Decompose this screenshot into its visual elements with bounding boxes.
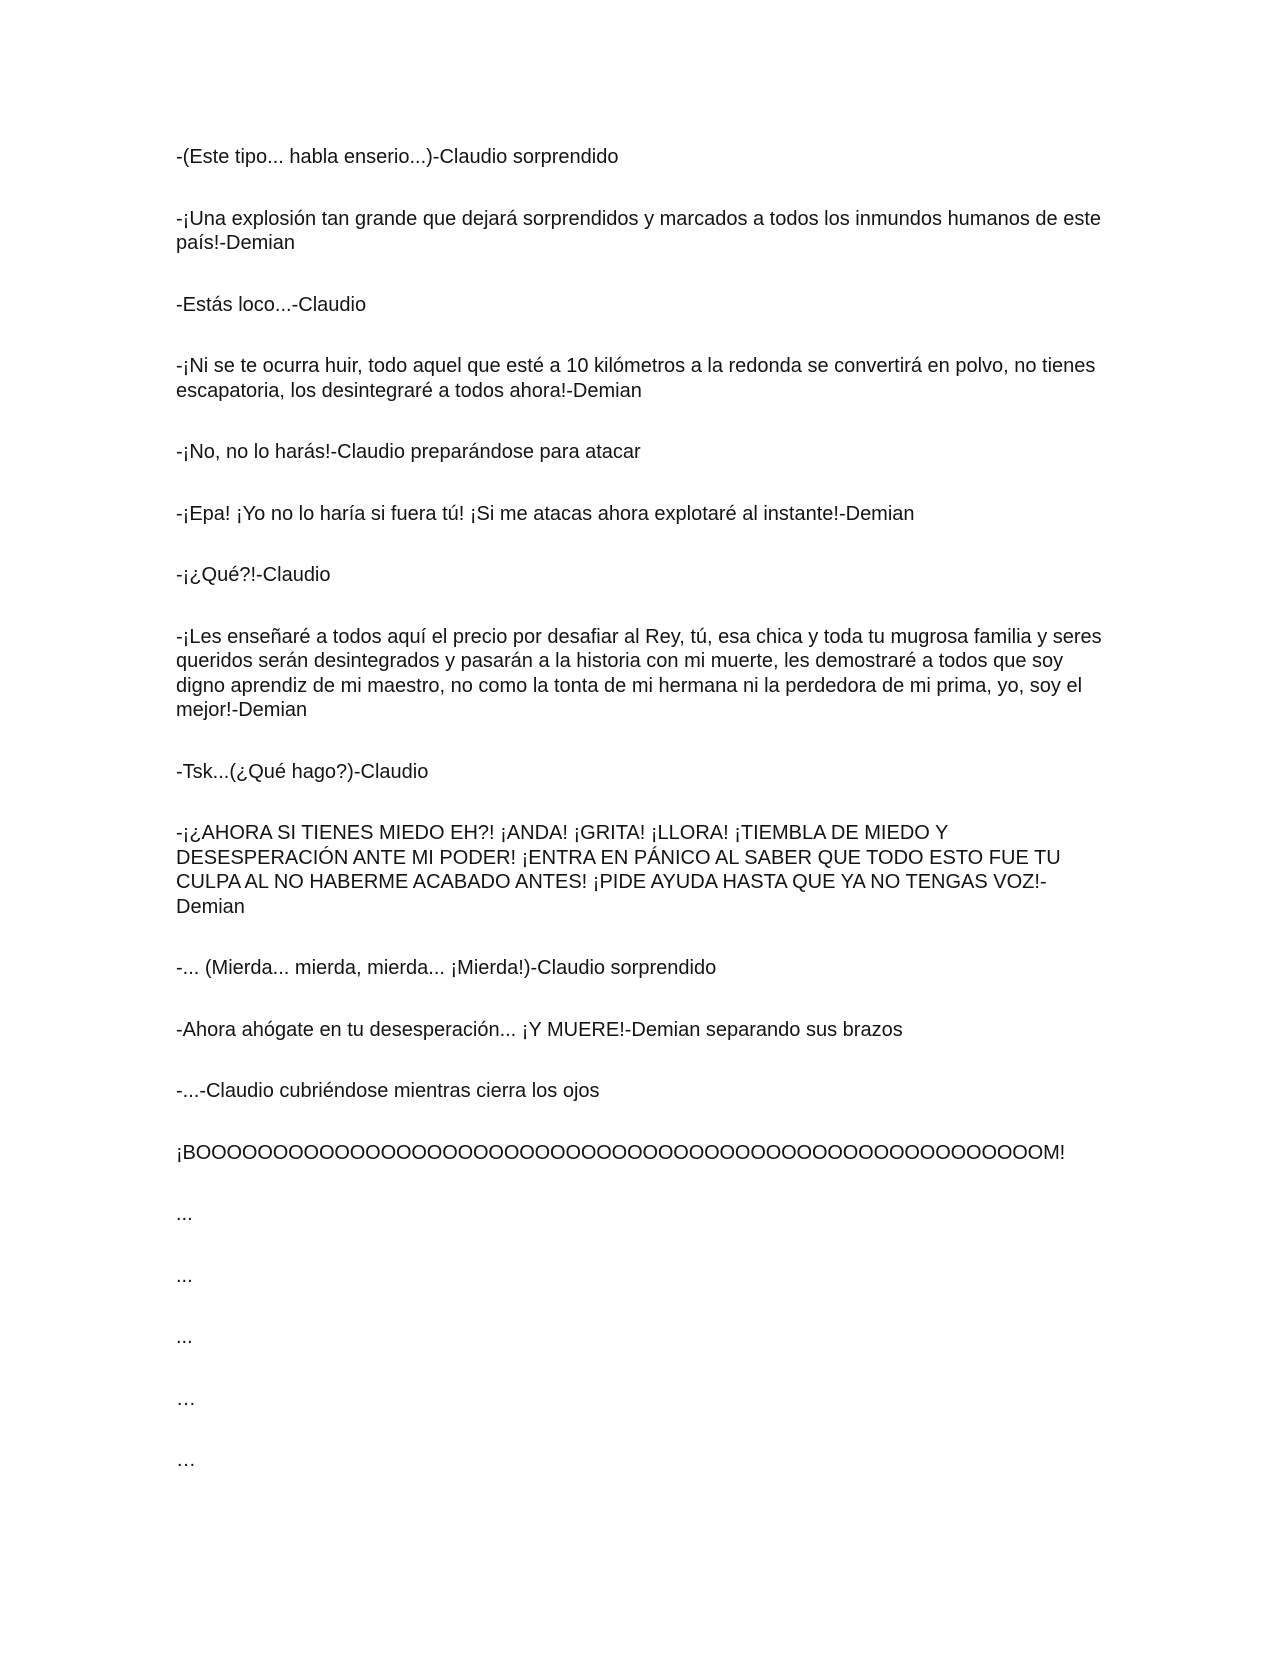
- paragraph-7: -¡¿Qué?!-Claudio: [176, 564, 331, 586]
- paragraph-9: -Tsk...(¿Qué hago?)-Claudio: [176, 760, 429, 783]
- paragraph-10: -¡¿AHORA SI TIENES MIEDO EH?! ¡ANDA! ¡GRITA! ¡LLORA! ¡TIEMBLA DE MIEDO Y DESESPERACIÓN ANTE MI PODER! ¡ENTRA EN PÁNICO AL SABER QUE TODO ESTO FUE TU CULPA AL NO HABERME ACABADO ANTES! ¡PIDE AYUDA HASTA QUE YA NO TENGAS VOZ!-Demian: [176, 822, 1061, 918]
- paragraph-11: -... (Mierda... mierda, mierda... ¡Mierda!)-Claudio sorprendido: [176, 957, 717, 979]
- paragraph-16: ...: [176, 1264, 193, 1287]
- paragraph-5: -¡No, no lo harás!-Claudio preparándose para atacar: [176, 441, 641, 463]
- paragraph-1: -(Este tipo... habla enserio...)-Claudio sorprendido: [176, 146, 619, 168]
- paragraph-6: -¡Epa! ¡Yo no lo haría si fuera tú! ¡Si me atacas ahora explotaré al instante!-Demian: [176, 502, 915, 525]
- document-body: [176, 145, 1106, 1510]
- paragraph-19: …: [176, 1449, 196, 1471]
- paragraph-17: ...: [176, 1326, 193, 1348]
- paragraph-18: …: [176, 1387, 196, 1410]
- paragraph-13: -...-Claudio cubriéndose mientras cierra los ojos: [176, 1080, 600, 1102]
- paragraph-4: -¡Ni se te ocurra huir, todo aquel que esté a 10 kilómetros a la redonda se convertirá en polvo, no tienes escapatoria, los desintegraré a todos ahora!-Demian: [176, 355, 1096, 402]
- paragraph-2: -¡Una explosión tan grande que dejará sorprendidos y marcados a todos los inmundos humanos de este país!-Demian: [176, 207, 1101, 254]
- paragraph-14: ¡BOOOOOOOOOOOOOOOOOOOOOOOOOOOOOOOOOOOOOOOOOOOOOOOOOOOOOOOM!: [176, 1141, 1065, 1164]
- paragraph-15: ...: [176, 1203, 193, 1225]
- paragraph-12: -Ahora ahógate en tu desesperación... ¡Y MUERE!-Demian separando sus brazos: [176, 1018, 903, 1041]
- paragraph-3: -Estás loco...-Claudio: [176, 293, 367, 316]
- paragraph-8: -¡Les enseñaré a todos aquí el precio por desafiar al Rey, tú, esa chica y toda tu mugrosa familia y seres queridos serán desintegrados y pasarán a la historia con mi muerte, les demostraré a todos que soy digno aprendiz de mi maestro, no como la tonta de mi hermana ni la perdedora de mi prima, yo, soy el mejor!-Demian: [176, 625, 1102, 721]
